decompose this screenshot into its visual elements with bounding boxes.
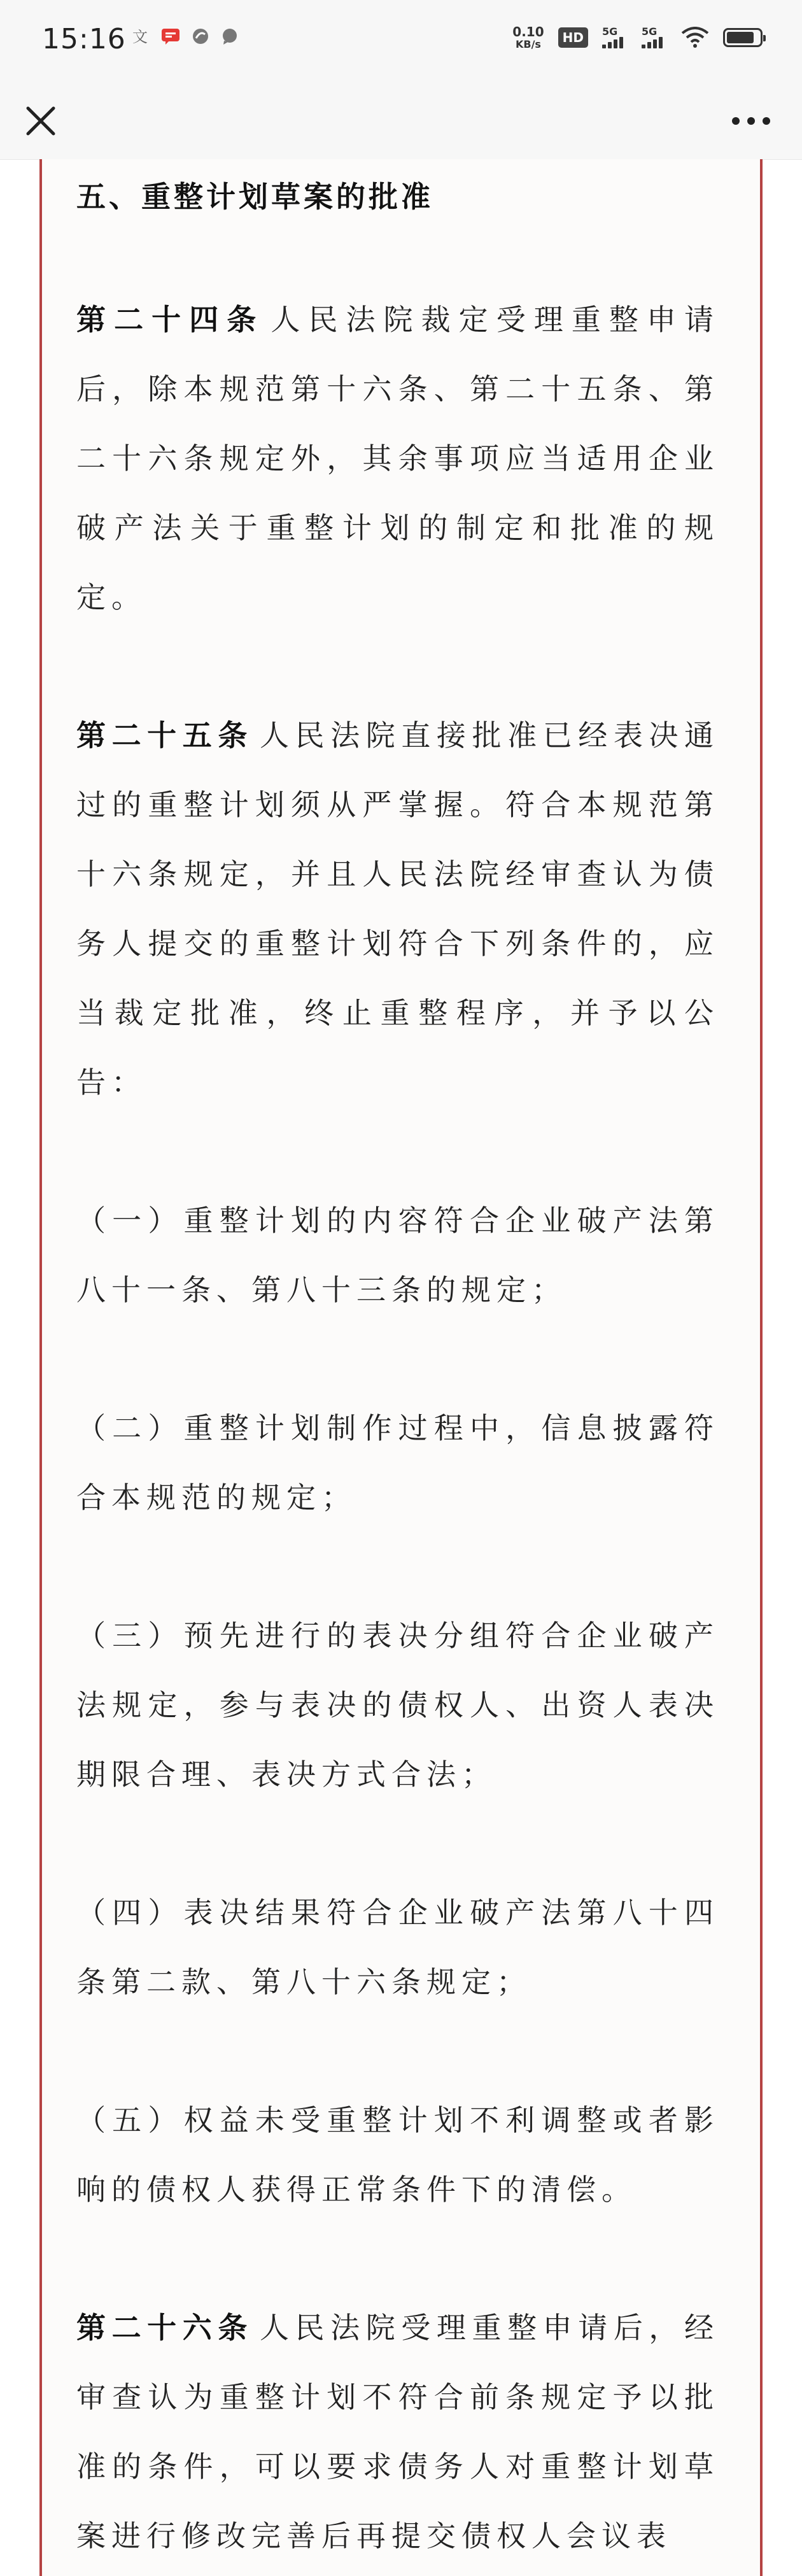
signal-2-icon	[642, 27, 667, 48]
signal-2-label: 5G	[642, 25, 658, 38]
signal-1-icon	[602, 27, 628, 48]
status-time: 15:16	[42, 23, 126, 55]
condition-2-paragraph: （二）重整计划制作过程中，信息披露符合本规范的规定；	[76, 1411, 719, 1515]
article-24-number: 第二十四条	[76, 302, 265, 337]
message-icon	[160, 27, 181, 46]
section-title: 五、重整计划草案的批准	[76, 180, 433, 214]
text-icon	[131, 27, 150, 46]
article-25-number: 第二十五条	[76, 718, 253, 753]
more-icon[interactable]	[726, 102, 777, 140]
condition-3-paragraph: （三）预先进行的表决分组符合企业破产法规定，参与表决的债权人、出资人表决期限合理、表决方式合法；	[76, 1618, 719, 1792]
signal-1-label: 5G	[602, 25, 618, 38]
status-bar	[0, 0, 802, 83]
article-26-paragraph	[76, 2293, 719, 2571]
article-25-paragraph	[76, 701, 719, 1117]
net-speed	[512, 25, 544, 50]
article-body	[76, 172, 719, 2571]
app-bar	[0, 83, 802, 160]
hd-badge: HD	[558, 27, 588, 48]
notification-icons	[131, 27, 239, 46]
net-speed-unit: KB/s	[515, 38, 541, 50]
battery-icon	[723, 28, 763, 47]
condition-4-paragraph: （四）表决结果符合企业破产法第八十四条第二款、第八十六条规定；	[76, 1895, 719, 1999]
wifi-icon	[681, 27, 709, 48]
chat-icon	[220, 27, 239, 46]
condition-1-paragraph: （一）重整计划的内容符合企业破产法第八十一条、第八十三条的规定；	[76, 1203, 719, 1307]
condition-5-paragraph: （五）权益未受重整计划不利调整或者影响的债权人获得正常条件下的清偿。	[76, 2103, 719, 2207]
article-24-paragraph	[76, 285, 719, 632]
svg-text:文: 文	[132, 28, 148, 46]
article-26-number: 第二十六条	[76, 2311, 253, 2345]
close-icon[interactable]	[22, 102, 60, 140]
app-icon	[191, 27, 210, 46]
article-24-text: 人民法院裁定受理重整申请后，除本规范第十六条、第二十五条、第二十六条规定外，其余事项应当适用企业破产法关于重整计划的制定和批准的规定。	[76, 302, 719, 614]
status-right	[512, 25, 763, 50]
net-speed-value: 0.10	[512, 24, 544, 39]
article-25-text: 人民法院直接批准已经表决通过的重整计划须从严掌握。符合本规范第十六条规定，并且人民法院经审查认为债务人提交的重整计划符合下列条件的，应当裁定批准，终止重整程序，并予以公告：	[76, 718, 720, 1100]
article-26-text: 人民法院受理重整申请后，经审查认为重整计划不符合前条规定予以批准的条件，可以要求债务人对重整计划草案进行修改完善后再提交债权人会议表	[76, 2311, 720, 2553]
